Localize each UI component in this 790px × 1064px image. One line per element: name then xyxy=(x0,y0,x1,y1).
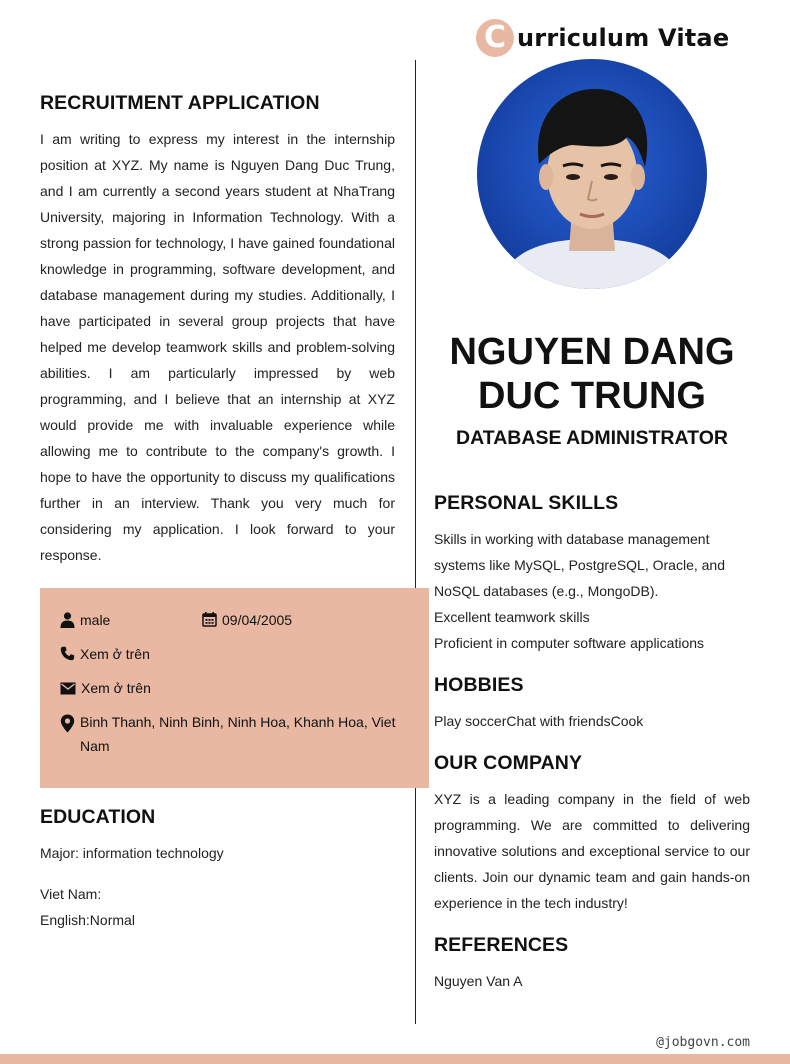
skills-title: PERSONAL SKILLS xyxy=(434,492,619,514)
phone-value: Xem ở trên xyxy=(80,646,150,662)
address-value: Binh Thanh, Ninh Binh, Ninh Hoa, Khanh Hoa, Viet Nam xyxy=(80,714,396,754)
company-text: XYZ is a leading company in the field of web programming. We are committed to delivering innovative solutions and exceptional service to our clients. Join our dynamic team and gain hands-on experience in the tech industry! xyxy=(434,791,750,911)
skill-item: Proficient in computer software applications xyxy=(434,635,705,651)
phone-icon xyxy=(60,646,75,661)
intro-title: RECRUITMENT APPLICATION xyxy=(40,92,320,114)
person-icon xyxy=(60,612,75,628)
column-divider xyxy=(415,60,416,1024)
language-item: English:Normal xyxy=(40,912,135,928)
birthdate-row xyxy=(202,608,292,632)
company-title: OUR COMPANY xyxy=(434,752,583,774)
references-title: REFERENCES xyxy=(434,934,569,956)
language-item: Viet Nam: xyxy=(40,886,102,902)
profile-photo xyxy=(477,59,707,289)
location-pin-icon xyxy=(60,714,75,733)
email-row xyxy=(60,676,151,700)
skill-item: Skills in working with database management systems like MySQL, PostgreSQL, Oracle, and NoSQL databases (e.g., MongoDB). xyxy=(434,531,725,599)
hobbies-text: Play soccerChat with friendsCook xyxy=(434,713,644,729)
logo-text: urriculum Vitae xyxy=(517,24,730,52)
email-value: Xem ở trên xyxy=(81,680,151,696)
skill-item: Excellent teamwork skills xyxy=(434,609,590,625)
mail-icon xyxy=(60,682,76,695)
intro-text: I am writing to express my interest in the internship position at XYZ. My name is Nguyen Dang Duc Trung, and I am currently a second years student at NhaTrang University, majoring in Information Technology. With a strong passion for technology, I have gained foundational knowledge in programming, software development, and database management during my studies. Additionally, I have participated in several group projects that have helped me develop teamwork skills and problem-solving abilities. I am particularly impressed by web programming, and I believe that an internship at XYZ would provide me with invaluable experience while allowing me to contribute to the company's growth. I hope to have the opportunity to discuss my qualifications further in an interview. Thank you very much for considering my application. I look forward to your response. xyxy=(40,131,395,563)
gender-value: male xyxy=(80,612,111,628)
gender-row xyxy=(60,608,110,632)
hobbies-title: HOBBIES xyxy=(434,674,524,696)
footer-watermark: @jobgovn.com xyxy=(656,1035,750,1050)
phone-row xyxy=(60,642,150,666)
logo-letter: C xyxy=(476,19,514,57)
footer-bar xyxy=(0,1054,790,1064)
education-major: Major: information technology xyxy=(40,845,224,861)
references-text: Nguyen Van A xyxy=(434,973,523,989)
cv-logo xyxy=(476,16,729,60)
candidate-role: DATABASE ADMINISTRATOR xyxy=(456,427,728,449)
skills-list xyxy=(434,526,750,656)
candidate-name: NGUYEN DANG DUC TRUNG xyxy=(449,331,735,417)
contact-box xyxy=(40,588,429,788)
calendar-icon xyxy=(202,612,217,627)
birthdate-value: 09/04/2005 xyxy=(222,612,293,628)
education-title: EDUCATION xyxy=(40,806,156,828)
address-row xyxy=(60,710,400,758)
